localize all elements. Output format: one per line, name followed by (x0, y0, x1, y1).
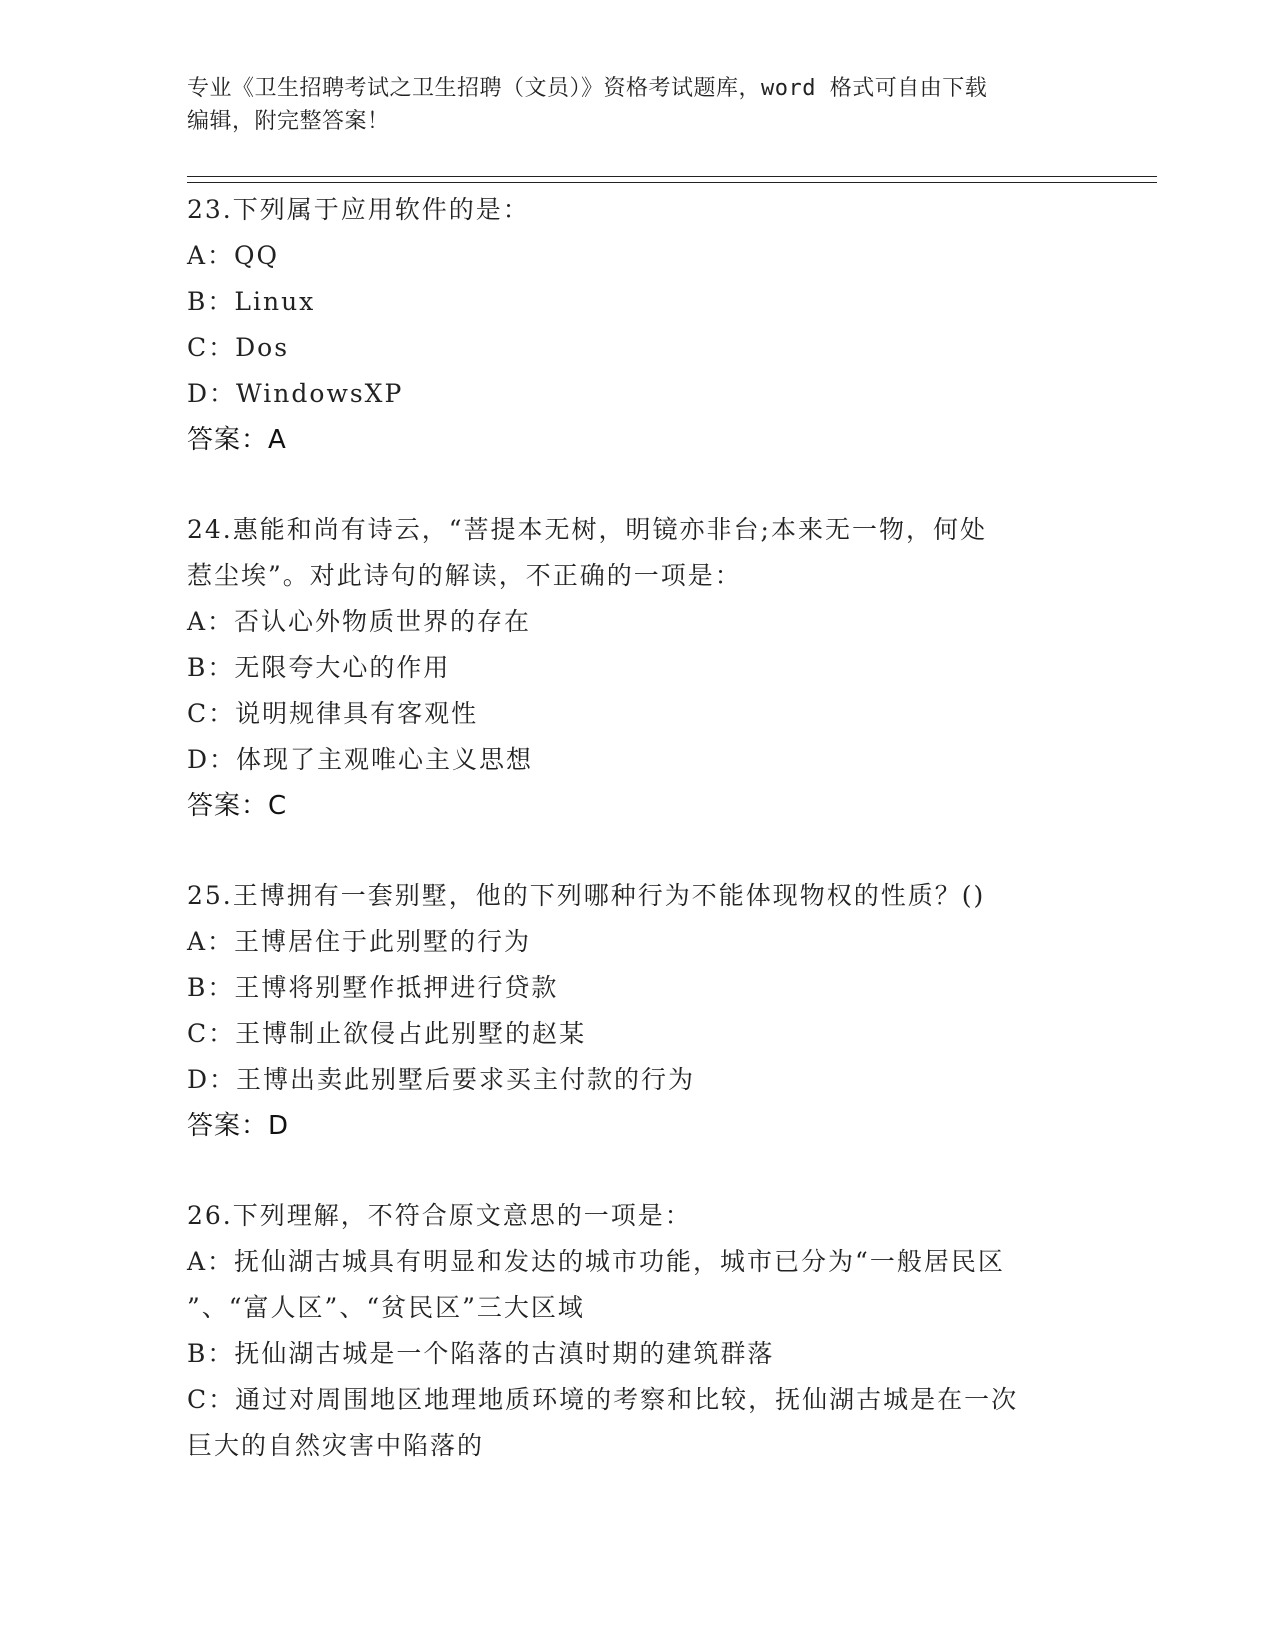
option-b: B：王博将别墅作抵押进行贷款 (187, 973, 559, 1002)
answer-value: C (268, 791, 288, 821)
question-stem: 25.王博拥有一套别墅，他的下列哪种行为不能体现物权的性质？() (187, 881, 986, 910)
option-c: C：王博制止欲侵占此别墅的赵某 (187, 1019, 587, 1048)
header-divider (187, 176, 1157, 183)
question-item (187, 187, 1087, 463)
answer-label: 答案： (187, 425, 269, 455)
header-line-1: 专业《卫生招聘考试之卫生招聘（文员）》资格考试题库，word 格式可自由下载 (187, 76, 988, 101)
document-header (187, 72, 1087, 138)
option-d: D：王博出卖此别墅后要求买主付款的行为 (187, 1065, 696, 1094)
question-stem: 26.下列理解，不符合原文意思的一项是： (187, 1201, 692, 1230)
question-item (187, 507, 1087, 829)
answer-line (187, 417, 1087, 463)
answer-value: A (268, 425, 287, 455)
question-item (187, 1193, 1087, 1469)
option-d: D：WindowsXP (187, 379, 404, 408)
question-list (187, 187, 1087, 1469)
question-item (187, 873, 1087, 1149)
question-stem: 24.惠能和尚有诗云，“菩提本无树，明镜亦非台;本来无一物，何处 (187, 515, 987, 544)
header-line-2: 编辑，附完整答案！ (187, 109, 390, 134)
option-d: D：体现了主观唯心主义思想 (187, 745, 534, 774)
option-b: B：抚仙湖古城是一个陷落的古滇时期的建筑群落 (187, 1339, 775, 1368)
question-stem-continued: 惹尘埃”。对此诗句的解读，不正确的一项是： (187, 561, 742, 590)
option-b: B：Linux (187, 287, 316, 316)
option-c-continued: 巨大的自然灾害中陷落的 (187, 1431, 485, 1460)
answer-label: 答案： (187, 791, 269, 821)
answer-line (187, 783, 1087, 829)
answer-value: D (268, 1111, 290, 1141)
option-a: A：QQ (187, 241, 280, 270)
answer-line (187, 1103, 1087, 1149)
option-c: C：通过对周围地区地理地质环境的考察和比较，抚仙湖古城是在一次 (187, 1385, 1019, 1414)
option-b: B：无限夸大心的作用 (187, 653, 451, 682)
option-a: A：否认心外物质世界的存在 (187, 607, 532, 636)
option-a: A：抚仙湖古城具有明显和发达的城市功能，城市已分为“一般居民区 (187, 1247, 1005, 1276)
option-a-continued: ”、“富人区”、“贫民区”三大区域 (187, 1293, 585, 1322)
question-stem: 23.下列属于应用软件的是： (187, 195, 530, 224)
option-c: C：说明规律具有客观性 (187, 699, 479, 728)
option-c: C：Dos (187, 333, 290, 362)
answer-label: 答案： (187, 1111, 269, 1141)
option-a: A：王博居住于此别墅的行为 (187, 927, 532, 956)
